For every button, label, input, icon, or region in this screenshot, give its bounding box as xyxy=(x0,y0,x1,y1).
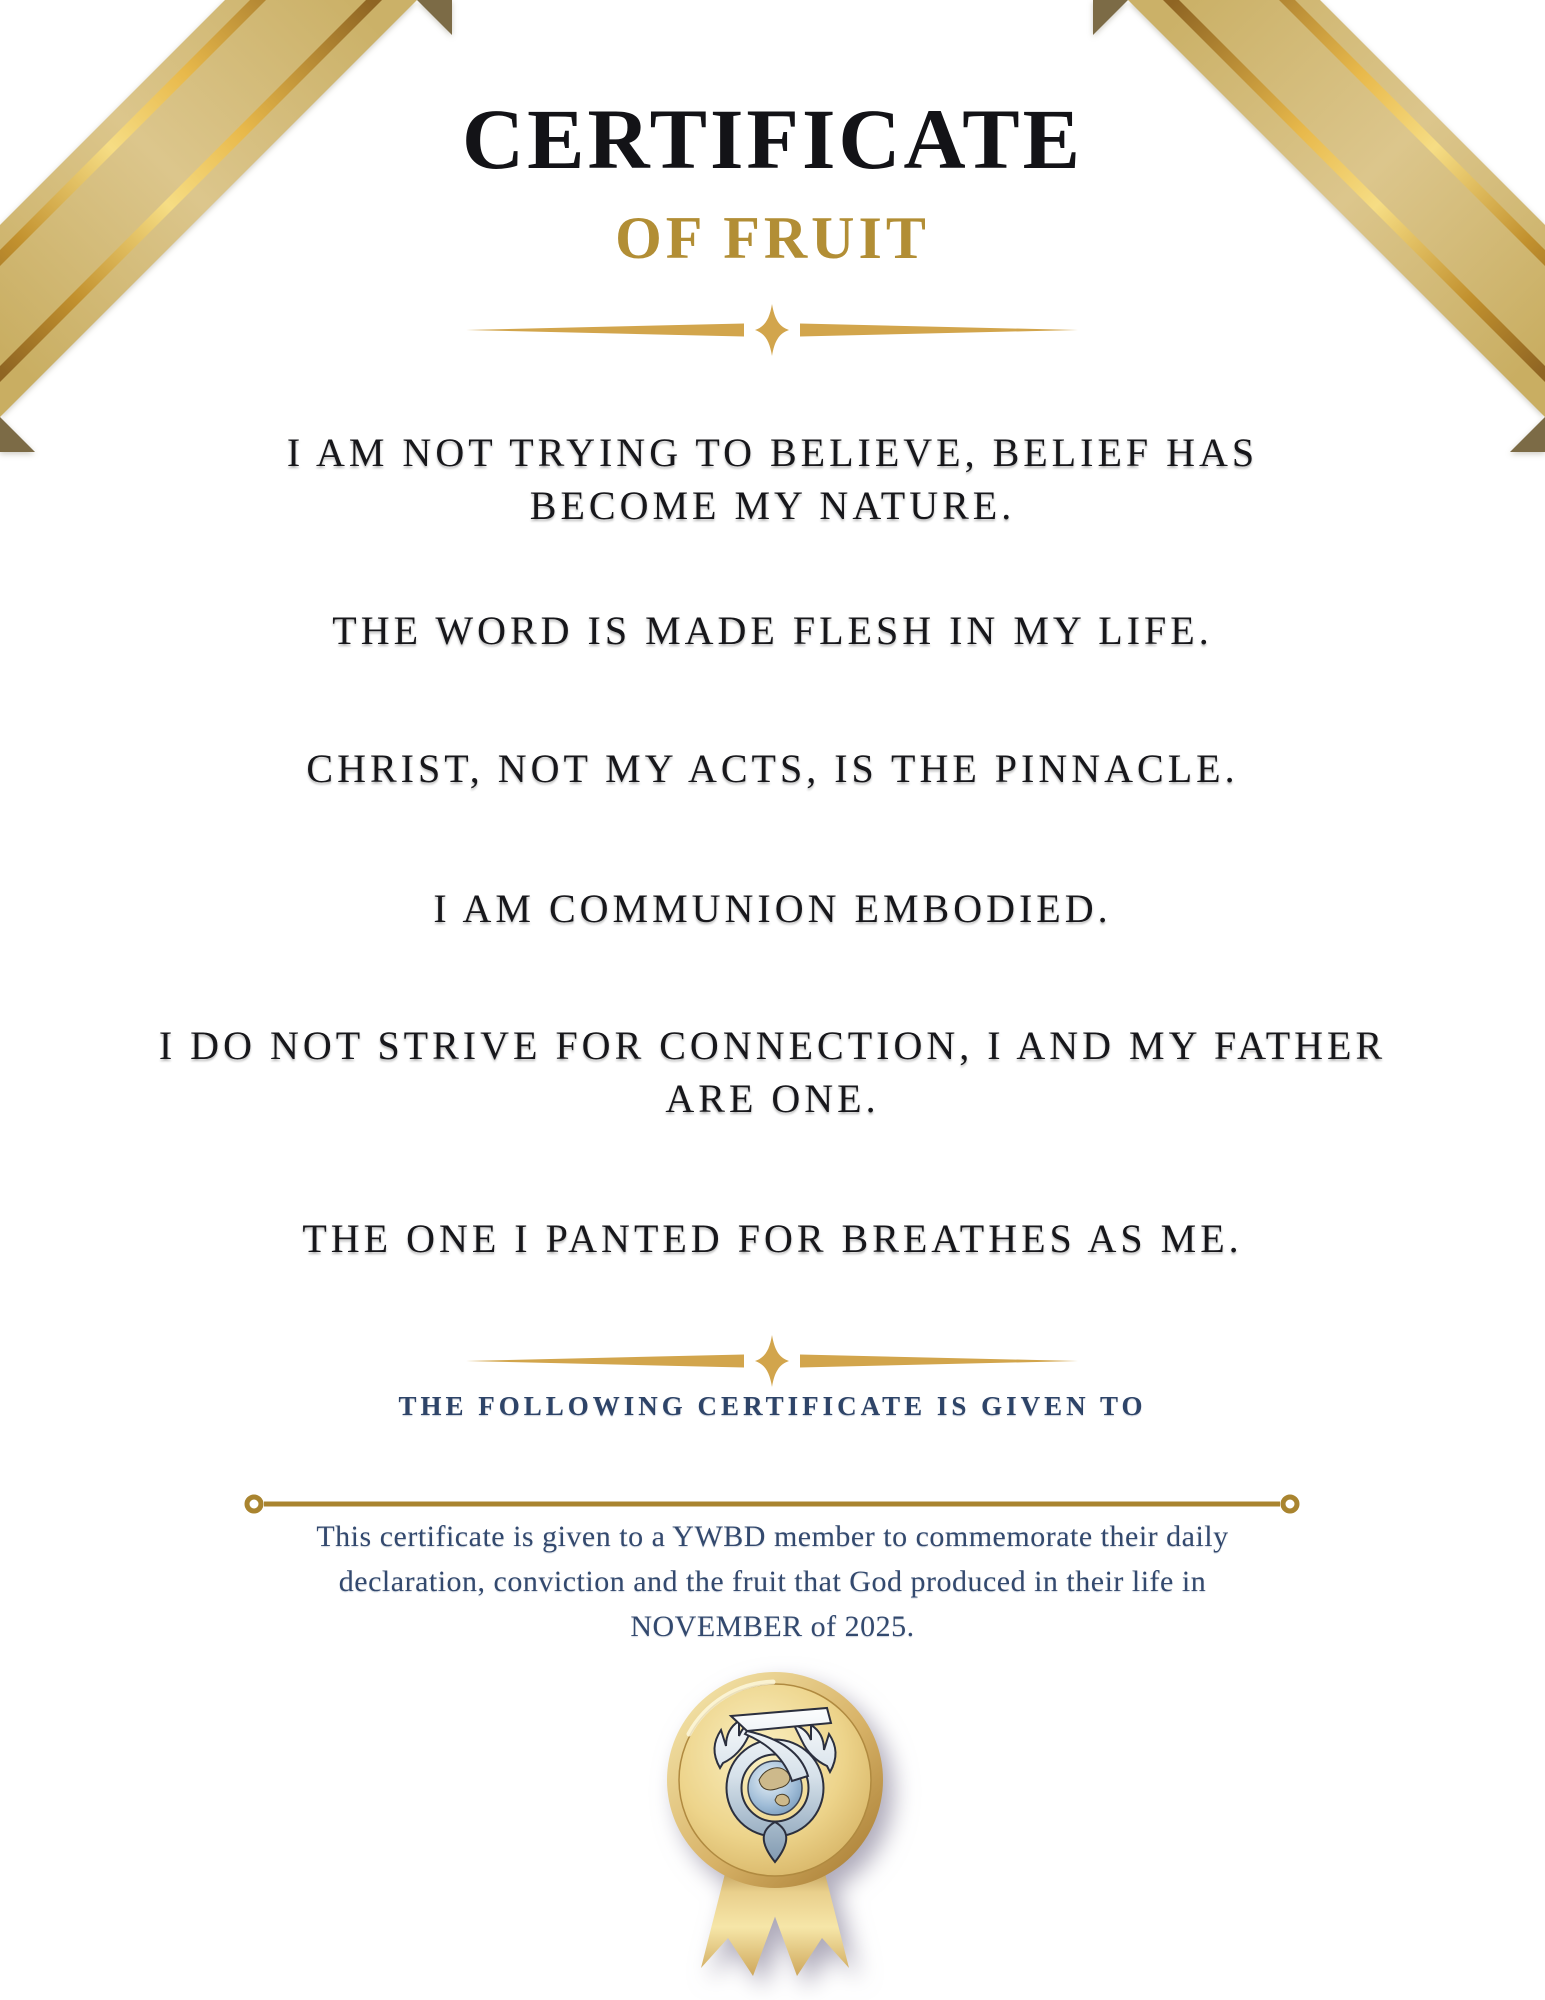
statement-line: I DO NOT STRIVE FOR CONNECTION, I AND MY FATHER xyxy=(158,1023,1387,1068)
award-heading: THE FOLLOWING CERTIFICATE IS GIVEN TO xyxy=(398,1391,1147,1421)
ribbon-fold-top xyxy=(417,0,452,35)
statement-line: BECOME MY NATURE. xyxy=(529,483,1016,528)
statement-1 xyxy=(0,426,1545,532)
statement-line: CHRIST, NOT MY ACTS, IS THE PINNACLE. xyxy=(306,746,1239,791)
statement-2 xyxy=(0,604,1545,657)
sparkle-divider-icon xyxy=(462,302,1082,358)
statement-6 xyxy=(0,1212,1545,1265)
description-line: This certificate is given to a YWBD member to commemorate their daily xyxy=(316,1520,1229,1553)
statement-3 xyxy=(0,742,1545,795)
medal-seal-icon xyxy=(625,1660,925,2000)
statement-4 xyxy=(0,882,1545,935)
sparkle-divider-icon xyxy=(462,1333,1082,1389)
statement-line: ARE ONE. xyxy=(665,1076,880,1121)
statement-line: I AM NOT TRYING TO BELIEVE, BELIEF HAS xyxy=(286,430,1259,475)
statement-line: THE WORD IS MADE FLESH IN MY LIFE. xyxy=(332,608,1213,653)
certificate-subtitle: OF FRUIT xyxy=(615,205,930,271)
statement-line: THE ONE I PANTED FOR BREATHES AS ME. xyxy=(302,1216,1243,1261)
award-description xyxy=(0,1514,1545,1649)
description-line: NOVEMBER of 2025. xyxy=(630,1610,915,1643)
statement-5 xyxy=(0,1019,1545,1125)
description-line: declaration, conviction and the fruit that God produced in their life in xyxy=(338,1565,1207,1598)
statement-line: I AM COMMUNION EMBODIED. xyxy=(433,886,1112,931)
certificate-title: CERTIFICATE xyxy=(462,91,1083,187)
